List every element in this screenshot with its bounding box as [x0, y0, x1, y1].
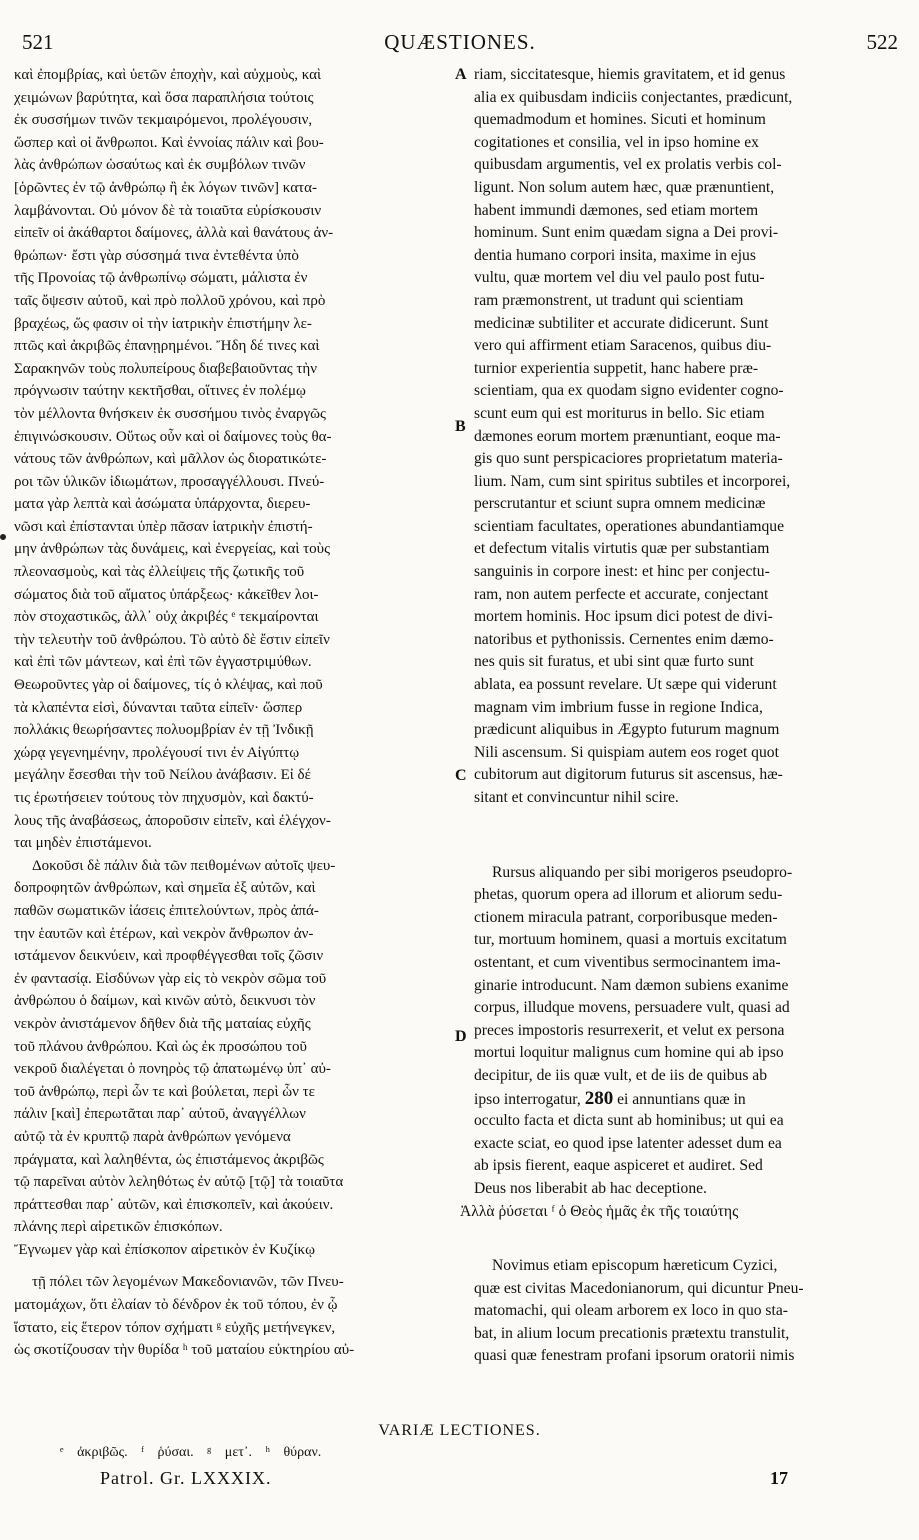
latin-line: sitant et convincuntur nihil scire.	[474, 789, 679, 806]
latin-line: mortem hominis. Hoc ipsum dici potest de divi-	[474, 608, 773, 626]
paragraph-gap	[474, 810, 886, 862]
latin-line: scientiam facultates, operationes abundantiamque	[474, 517, 785, 535]
greek-line: πρόγνωσιν ταύτην κεκτῆσθαι, οἵτινες ἐν πολέμῳ	[14, 383, 306, 400]
greek-line: ροι τῶν ὑλικῶν ἰδιωμάτων, προσαγγέλλουσι. Πνεύ-	[14, 473, 325, 490]
latin-line: perscrutantur et sciunt supra omnem medicinæ	[474, 495, 766, 513]
latin-line: ablata, ea possunt revelare. Ut sæpe qui viderunt	[474, 676, 777, 694]
greek-line	[14, 1362, 455, 1385]
greek-line: πράγματα, καὶ λαληθέντα, ὡς ἐπιστάμενος ἀκριβῶς	[14, 1151, 324, 1168]
greek-line: Θεωροῦντες γὰρ οἱ δαίμονες, τίς ὁ κλέψας, καὶ ποῦ	[14, 677, 323, 694]
latin-line: quemadmodum et homines. Sicuti et hominum	[474, 111, 766, 129]
greek-line: ἐν φαντασίᾳ. Εἰσδύνων γὰρ εἰς τὸ νεκρὸν σῶμα τοῦ	[14, 970, 327, 987]
greek-line: τὸν μέλλοντα θνήσκειν ἐκ συσσήμου τινὸς ἐναργῶς	[14, 405, 326, 422]
variae-lectiones-heading: VARIÆ LECTIONES.	[378, 1422, 541, 1439]
latin-line: exacte sciat, eo quod ipse latenter adesset dum ea	[474, 1134, 782, 1152]
greek-line: δοπροφητῶν ἀνθρώπων, καὶ σημεῖα ἐξ αὐτῶν, καὶ	[14, 880, 316, 897]
greek-line: ματομάχων, ὅτι ἐλαίαν τὸ δένδρον ἐκ τοῦ τόπου, ἐν ᾧ	[14, 1297, 338, 1314]
greek-line: τῷ παρεῖναι αὐτὸν λεληθότως ἐν αὐτῷ [τῷ] τὰ τοιαῦτα	[14, 1174, 344, 1191]
variae-lectiones-notes: ᵉ ἀκριβῶς. ᶠ ῥύσαι. ᵍ μετ᾽. ʰ θύραν.	[60, 1445, 322, 1460]
greek-line: πλάνης περὶ αἱρετικῶν ἐπισκόπων.	[14, 1219, 223, 1236]
greek-line: παθῶν σωματικῶν ἰάσεις ἐπιτελούντων, πρὸς ἀπά-	[14, 902, 319, 919]
greek-line: τις ἐρωτήσειεν τούτους τὸν πηχυσμὸν, καὶ δακτύ-	[14, 790, 314, 806]
section-marker-b: B	[455, 418, 466, 435]
greek-line: ὡς σκοτίζουσαν τὴν θυρίδα ʰ τοῦ ματαίου εὐκτηρίου αὐ-	[14, 1342, 355, 1359]
latin-line: et defectum vitalis virtutis quæ per substantiam	[474, 540, 770, 558]
latin-line: ginarie introducunt. Nam dæmon subiens exanime	[474, 976, 789, 994]
greek-line: Ἔγνωμεν γὰρ καὶ ἐπίσκοπον αἱρετικὸν ἐν Κυζίκῳ	[14, 1241, 315, 1258]
latin-line: Deus nos liberabit ab hac deceptione.	[474, 1179, 707, 1197]
latin-column	[460, 64, 886, 1368]
greek-line: λὰς ἀνθρώπων ὡσαύτως καὶ ἐκ συμβόλων τινῶν	[14, 157, 306, 174]
latin-line: turnior experientia suppetit, hanc habere præ-	[474, 359, 759, 377]
greek-line: λους τῆς ἀναβάσεως, ἀποροῦσιν εἰπεῖν, καὶ ἐλέγχον-	[14, 812, 331, 829]
latin-line-part: ei annuntians quæ in	[617, 1090, 746, 1108]
greek-line: μεγάλην ἔσεσθαι τὴν τοῦ Νείλου ἀνάβασιν. Εἰ δέ	[14, 767, 311, 784]
greek-line: ιστάμενον δεικνύειν, καὶ προφθέγγεσθαι τοῖς ζῶσιν	[14, 948, 324, 965]
latin-line: riam, siccitatesque, hiemis gravitatem, et id genus	[474, 66, 786, 83]
greek-line: ἵστατο, εἰς ἕτερον τόπον σχήματι ᵍ εὐχῆς μετήνεγκεν,	[14, 1319, 336, 1336]
page-number-right: 522	[866, 30, 898, 54]
greek-line: την ἑαυτῶν καὶ ἑτέρων, καὶ νεκρὸν ἄνθρωπον ἀν-	[14, 925, 314, 942]
greek-line: τῇ πόλει τῶν λεγομένων Μακεδονιανῶν, τῶν Πνευ-	[32, 1274, 344, 1291]
greek-line: ἐκ συσσήμων τινῶν τεκμαιρόμενοι, προλέγουσιν,	[14, 112, 313, 129]
page-title: QUÆSTIONES.	[384, 30, 536, 54]
latin-line: prædicunt aliquibus in Ægypto futurum magnum	[474, 721, 780, 739]
latin-line: hominum. Sunt enim quædam signa a Dei provi-	[474, 224, 779, 242]
greek-line: πάλιν [καὶ] ἐπερωτᾶται παρ᾽ αὐτοῦ, ἀναγγέλλων	[14, 1106, 306, 1123]
latin-line: corpus, illudque movens, persuadere vult, quasi ad	[474, 999, 790, 1017]
greek-column	[14, 64, 455, 1384]
greek-line: θρώπων· ἔστι γὰρ σύσσημά τινα ἐντεθέντα ὑπὸ	[14, 247, 299, 264]
latin-line: natoribus et pythonissis. Cernentes enim dæmo-	[474, 630, 774, 648]
bullet-mark	[0, 534, 6, 540]
latin-line: phetas, quorum opera ad illorum et aliorum sedu-	[474, 886, 783, 904]
greek-line: χειμώνων βαρύτητα, καὶ ὅσα παραπλήσια τούτοις	[14, 89, 314, 106]
latin-line: Nili ascensum. Si quispiam autem eos roget quot	[474, 743, 779, 761]
greek-line: τὰ κλαπέντα εἰσὶ, δύνανται ταῦτα εἰπεῖν· ὥσπερ	[14, 699, 303, 716]
latin-line: ab ipsis fierent, eaque aspiceret et audiret. Sed	[474, 1157, 763, 1175]
greek-line: λαμβάνονται. Οὐ μόνον δὲ τὰ τοιαῦτα εὑρίσκουσιν	[14, 202, 322, 219]
greek-line: εἰπεῖν οἱ ἀκάθαρτοι δαίμονες, ἀλλὰ καὶ θανάτους ἀν-	[14, 225, 334, 242]
greek-line: χώρᾳ γεγενημένην, προλέγουσί τινι ἐν Αἰγύπτῳ	[14, 744, 300, 761]
latin-line: mortui loquitur malignus cum homine qui ab ipso	[474, 1044, 784, 1062]
paragraph-gap	[474, 1223, 886, 1255]
greek-line: [ὁρῶντες ἐν τῷ ἀνθρώπῳ ἢ ἐκ λόγων τινῶν] κατα-	[14, 179, 317, 196]
latin-line-part: ipso interrogatur,	[474, 1090, 581, 1108]
latin-line: medicinæ subtiliter et accurate didicerunt. Sunt	[474, 314, 769, 332]
latin-line: gis quo sunt perspicaciores proprietatum materia-	[474, 450, 783, 468]
latin-line: scientiam, qua ex quodam signo evidenter cogno-	[474, 382, 784, 400]
greek-line: ται μηδὲν ἐπιστάμενοι.	[14, 835, 152, 852]
greek-continuation-line: Ἀλλὰ ῥύσεται ᶠ ὁ Θεὸς ἡμᾶς ἐκ τῆς τοιαύτης	[460, 1202, 739, 1220]
latin-line: vero qui affirment etiam Saracenos, quibus diu-	[474, 337, 772, 355]
latin-line: magnam vim imbrium fusse in regione Indica,	[474, 698, 763, 716]
latin-line: alia ex quibusdam indiciis conjectantes, prædicunt,	[474, 88, 793, 106]
greek-line: πτῶς καὶ ἀκριβῶς ἐπανῃρημένοι. Ἤδη δέ τινες καὶ	[14, 338, 320, 355]
latin-line: cogitationes et consilia, vel in ipso homine ex	[474, 133, 759, 151]
footer-sheet-number: 17	[770, 1468, 788, 1488]
footer-signature: Patrol. Gr. LXXXIX.	[100, 1468, 272, 1488]
latin-line: dentia humano corpori insita, maxime in ejus	[474, 246, 756, 264]
greek-line: τοῦ πλάνου ἀνθρώπου. Καὶ ὡς ἐκ προσώπου τοῦ	[14, 1038, 307, 1055]
greek-line: βραχέως, ὥς φασιν οἱ τὴν ἰατρικὴν ἐπιστήμην λε-	[14, 315, 312, 332]
latin-line: decipitur, de iis quæ vult, et de iis de quibus ab	[474, 1066, 768, 1084]
greek-line: πράττεσθαι παρ᾽ αὐτῶν, καὶ ἐπισκοπεῖν, καὶ ἀκούειν.	[14, 1196, 334, 1213]
column-number: 280	[584, 1087, 614, 1109]
greek-line: τῆς Προνοίας τῷ ἀνθρωπίνῳ σώματι, μάλιστα ἐν	[14, 270, 308, 287]
paragraph-gap	[14, 1261, 455, 1271]
latin-line: quasi quæ fenestram profani ipsorum oratorii nimis	[474, 1347, 795, 1365]
latin-line: ligunt. Non solum autem hæc, quæ prænuntient,	[474, 178, 775, 196]
latin-line: ram, non autem perfecte et accurate, conjectant	[474, 585, 769, 603]
greek-line: ταῖς ὄψεσιν αὐτοῦ, καὶ πρὸ πολλοῦ χρόνου, καὶ πρὸ	[14, 292, 326, 309]
greek-line: σώματος διὰ τοῦ αἵματος ὑπάρξεως· κἀκεῖθεν λοι-	[14, 586, 319, 603]
running-head	[22, 30, 898, 60]
latin-line: lium. Nam, cum sint spiritus subtiles et incorporei,	[474, 472, 791, 490]
greek-line: μην ἀνθρώπων τὰς δυνάμεις, καὶ ἐνεργείας, καὶ τοὺς	[14, 541, 331, 558]
page-number-left: 521	[22, 30, 54, 54]
latin-line: cubitorum aut digitorum futurus sit ascensus, hæ-	[474, 766, 783, 784]
latin-line: habent immundi dæmones, sed etiam mortem	[474, 201, 759, 219]
section-marker-c: C	[455, 767, 467, 784]
latin-line: scunt eum qui est moriturus in bello. Sic etiam	[474, 404, 765, 422]
greek-line: αὐτῷ τὰ ἐν κρυπτῷ παρὰ ἀνθρώπων γενόμενα	[14, 1128, 291, 1145]
greek-line: νεκρὸν ἀνιστάμενον δῆθεν διὰ τῆς ματαίας εὐχῆς	[14, 1015, 311, 1032]
latin-line: ostentant, et cum viventibus sermocinantem ima-	[474, 953, 781, 971]
greek-line: τὴν τελευτὴν τοῦ ἀνθρώπου. Τὸ αὐτὸ δὲ ἔστιν εἰπεῖν	[14, 631, 330, 648]
latin-line: tur, mortuum hominem, quasi a mortuis excitatum	[474, 931, 787, 949]
latin-line: dæmones eorum mortem prænuntiant, eoque ma-	[474, 427, 781, 445]
greek-line: νῶσι καὶ ἐπίστανται ὑπὲρ πᾶσαν ἰατρικὴν ἐπιστή-	[14, 518, 313, 535]
latin-line: ctionem miracula patrant, corporibusque meden-	[474, 908, 778, 926]
greek-line: πολλάκις θεωρήσαντες πολυομβρίαν ἐν τῇ Ἰνδικῇ	[14, 722, 314, 739]
latin-line: Novimus etiam episcopum hæreticum Cyzici,	[492, 1257, 778, 1275]
latin-line-with-column-number	[474, 1088, 886, 1111]
greek-line: ἐπιγινώσκουσιν. Οὕτως οὖν καὶ οἱ δαίμονες τοὺς θα-	[14, 428, 332, 445]
latin-line: occulto facta et dicta sunt ab hominibus; ut qui ea	[474, 1112, 784, 1130]
greek-line: Δοκοῦσι δὲ πάλιν διὰ τῶν πειθομένων αὐτοῖς ψευ-	[32, 857, 336, 874]
latin-line: sanguinis in corpore inest: et hinc per conjectu-	[474, 563, 770, 581]
greek-line: νεκροῦ διαλέγεται ὁ πονηρὸς τῷ ἀπατωμένῳ ὑπ᾽ αὐ-	[14, 1061, 331, 1078]
latin-line: preces impostoris resurrexerit, et velut ex persona	[474, 1021, 785, 1039]
latin-line: vultu, quæ mortem vel diu vel paulo post futu-	[474, 269, 765, 287]
latin-line: quibusdam argumentis, vel ex prolatis verbis col-	[474, 156, 782, 174]
greek-line: τοῦ ἀνθρώπῳ, περὶ ὧν τε καὶ βούλεται, περὶ ὧν τε	[14, 1083, 315, 1100]
latin-line: quæ est civitas Macedonianorum, qui dicuntur Pneu-	[474, 1279, 804, 1297]
section-marker-a: A	[455, 66, 467, 83]
latin-line: ram præmonstrent, ut tradunt qui scientiam	[474, 291, 744, 309]
greek-line: ἀνθρώπου ὁ δαίμων, καὶ κινῶν αὐτὸ, δεικνυσι τὸν	[14, 993, 316, 1010]
latin-line: bat, in alium locum precationis prætextu transtulit,	[474, 1324, 790, 1342]
greek-line: Σαρακηνῶν τοὺς πολυπείρους διαβεβαιοῦντας τὴν	[14, 360, 318, 377]
greek-line: καὶ ἐπὶ τῶν μάντεων, καὶ ἐπὶ τῶν ἐγγαστριμύθων.	[14, 654, 312, 671]
greek-line: πὸν στοχαστικῶς, ἀλλ᾽ οὐχ ἀκριβές ᵉ τεκμαίρονται	[14, 609, 319, 626]
greek-line: καὶ ἐπομβρίας, καὶ ὑετῶν ἐποχὴν, καὶ αὐχμοὺς, καὶ	[14, 67, 322, 83]
section-marker-d: D	[455, 1028, 467, 1045]
latin-line: nes quis sit furatus, et ubi sint quæ furto sunt	[474, 653, 754, 671]
latin-line: matomachi, qui oleam arborem ex loco in quo sta-	[474, 1302, 788, 1320]
latin-line: Rursus aliquando per sibi morigeros pseudopro-	[492, 863, 793, 881]
greek-line: νάτους τῶν ἀνθρώπων, καὶ μᾶλλον ὡς διορατικώτε-	[14, 451, 327, 468]
greek-line: ματα γὰρ λεπτὰ καὶ ἀσώματα ὑπάρχοντα, διερευ-	[14, 496, 311, 513]
greek-line: ὥσπερ καὶ οἱ ἄνθρωποι. Καὶ ἐννοίας πάλιν καὶ βου-	[14, 134, 324, 151]
greek-line: πλεονασμοὺς, καὶ τὰς ἐλλείψεις τῆς ζωτικῆς τοῦ	[14, 564, 305, 581]
